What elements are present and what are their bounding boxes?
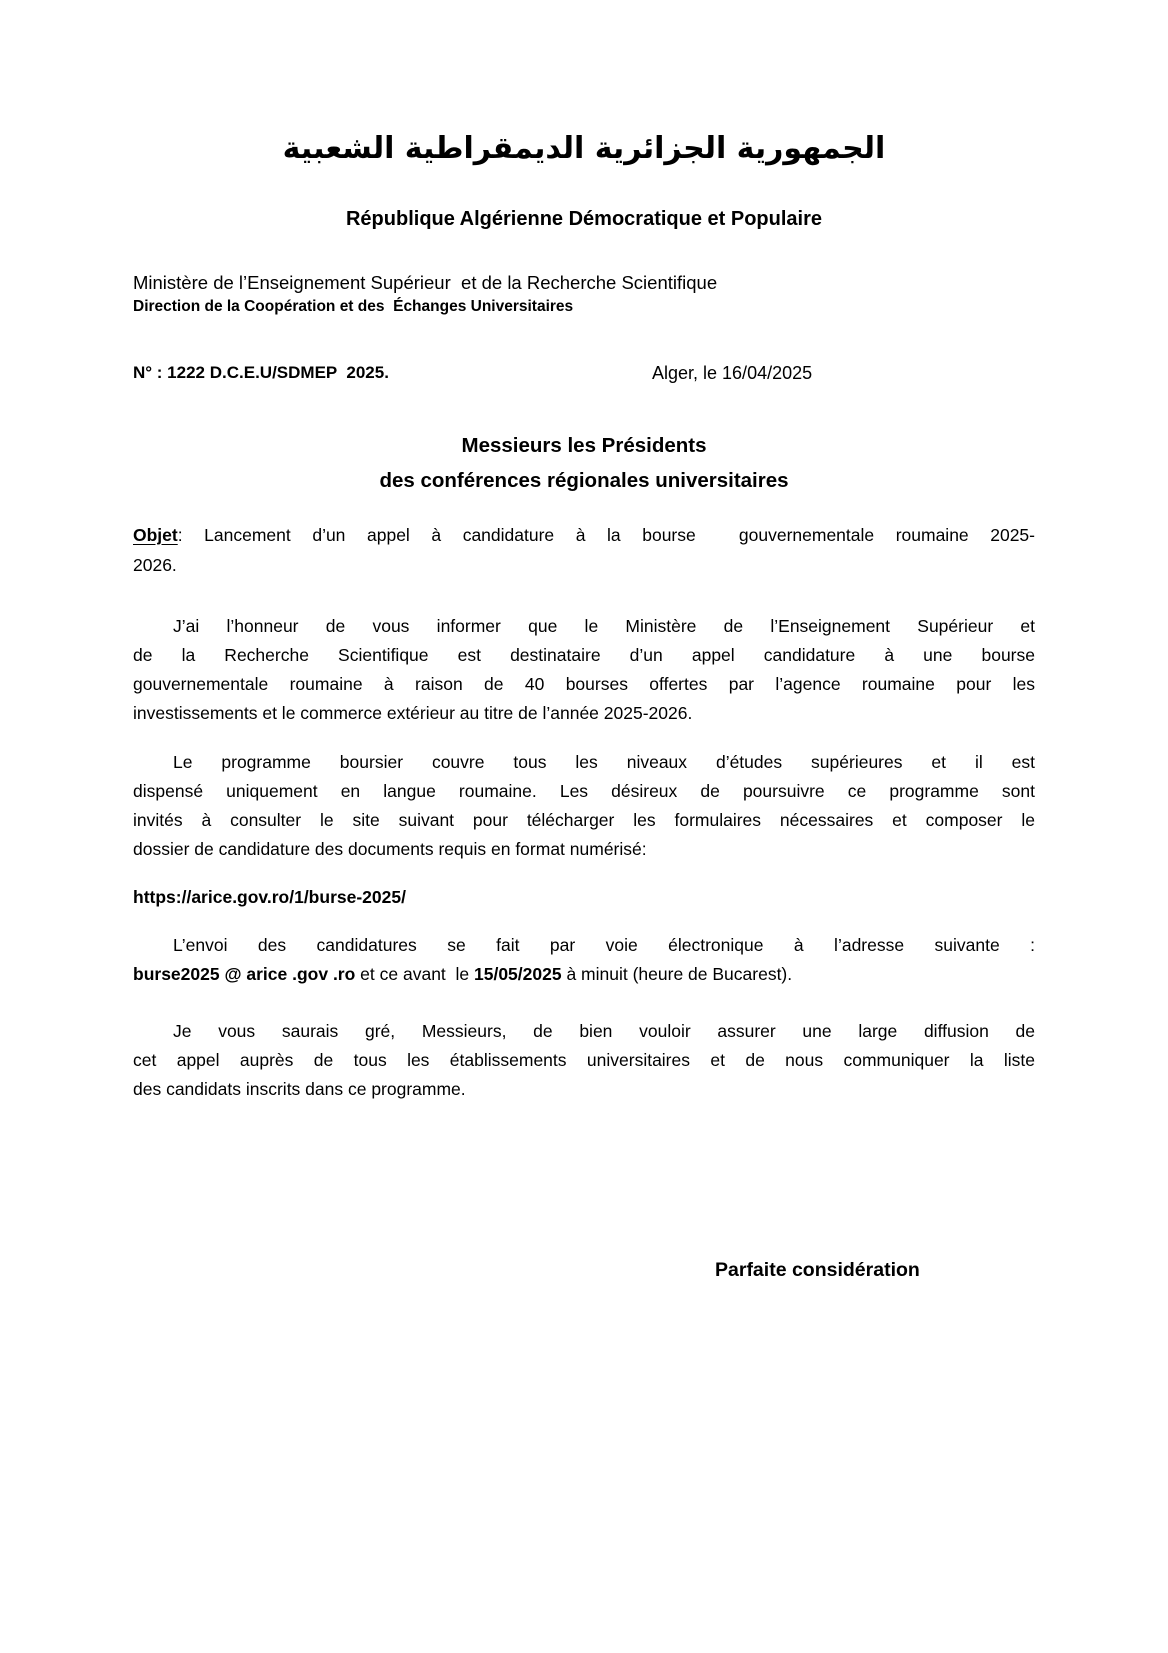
- addressee: [133, 428, 1035, 498]
- paragraph-line: de la Recherche Scientifique est destinataire d’un appel candidature à une bourse: [133, 645, 1035, 665]
- subject-label: Objet: [133, 525, 178, 545]
- email-address: burse2025 @ arice .gov .ro: [133, 964, 356, 984]
- scholarship-url: https://arice.gov.ro/1/burse-2025/: [133, 887, 406, 907]
- ministry-name: Ministère de l’Enseignement Supérieur et de la Recherche Scientifique: [133, 272, 718, 293]
- place-date: Alger, le 16/04/2025: [652, 363, 813, 383]
- paragraph-4: [133, 1017, 1035, 1104]
- paragraph-line: L’envoi des candidatures se fait par voie électronique à l’adresse suivante :: [173, 935, 1035, 955]
- reference-number: N° : 1222 D.C.E.U/SDMEP 2025.: [133, 363, 389, 382]
- reference-row: [133, 360, 1035, 387]
- paragraph-3: [133, 931, 1035, 989]
- closing-salutation: Parfaite considération: [715, 1259, 920, 1281]
- paragraph-line: gouvernementale roumaine à raison de 40 bourses offertes par l’agence roumaine pour les: [133, 674, 1035, 694]
- paragraph-line: dossier de candidature des documents requis en format numérisé:: [133, 839, 647, 859]
- subject-line-1: [133, 520, 1035, 550]
- subject-text: : Lancement d’un appel à candidature à la bourse gouvernementale roumaine 2025-: [177, 525, 1035, 545]
- paragraph-line: invités à consulter le site suivant pour télécharger les formulaires nécessaires et composer le: [133, 810, 1035, 830]
- paragraph-line: Le programme boursier couvre tous les niveaux d’études supérieures et il est: [173, 752, 1035, 772]
- paragraph-line: dispensé uniquement en langue roumaine. Les désireux de poursuivre ce programme sont: [133, 781, 1035, 801]
- paragraph-2: [133, 748, 1035, 864]
- paragraph-1: [133, 612, 1035, 728]
- paragraph-text: à minuit (heure de Bucarest).: [561, 964, 793, 984]
- direction-name: Direction de la Coopération et des Échanges Universitaires: [133, 298, 574, 315]
- addressee-line-2: des conférences régionales universitaires: [379, 469, 789, 492]
- paragraph-text: et ce avant le: [355, 964, 474, 984]
- paragraph-line: cet appel auprès de tous les établissements universitaires et de nous communiquer la liste: [133, 1050, 1035, 1070]
- paragraph-line: J’ai l’honneur de vous informer que le Ministère de l’Enseignement Supérieur et: [173, 616, 1035, 636]
- paragraph-line: investissements et le commerce extérieur au titre de l’année 2025-2026.: [133, 703, 693, 723]
- deadline-date: 15/05/2025: [474, 964, 562, 984]
- subject-paragraph: [133, 520, 1035, 580]
- subject-line-2: 2026.: [133, 555, 177, 575]
- paragraph-line: des candidats inscrits dans ce programme.: [133, 1079, 466, 1099]
- arabic-title: الجمهورية الجزائرية الديمقراطية الشعبية: [282, 131, 886, 166]
- paragraph-line: [133, 960, 1035, 989]
- republic-title: République Algérienne Démocratique et Populaire: [345, 208, 822, 230]
- paragraph-line: Je vous saurais gré, Messieurs, de bien vouloir assurer une large diffusion de: [173, 1021, 1035, 1041]
- addressee-line-1: Messieurs les Présidents: [461, 434, 707, 457]
